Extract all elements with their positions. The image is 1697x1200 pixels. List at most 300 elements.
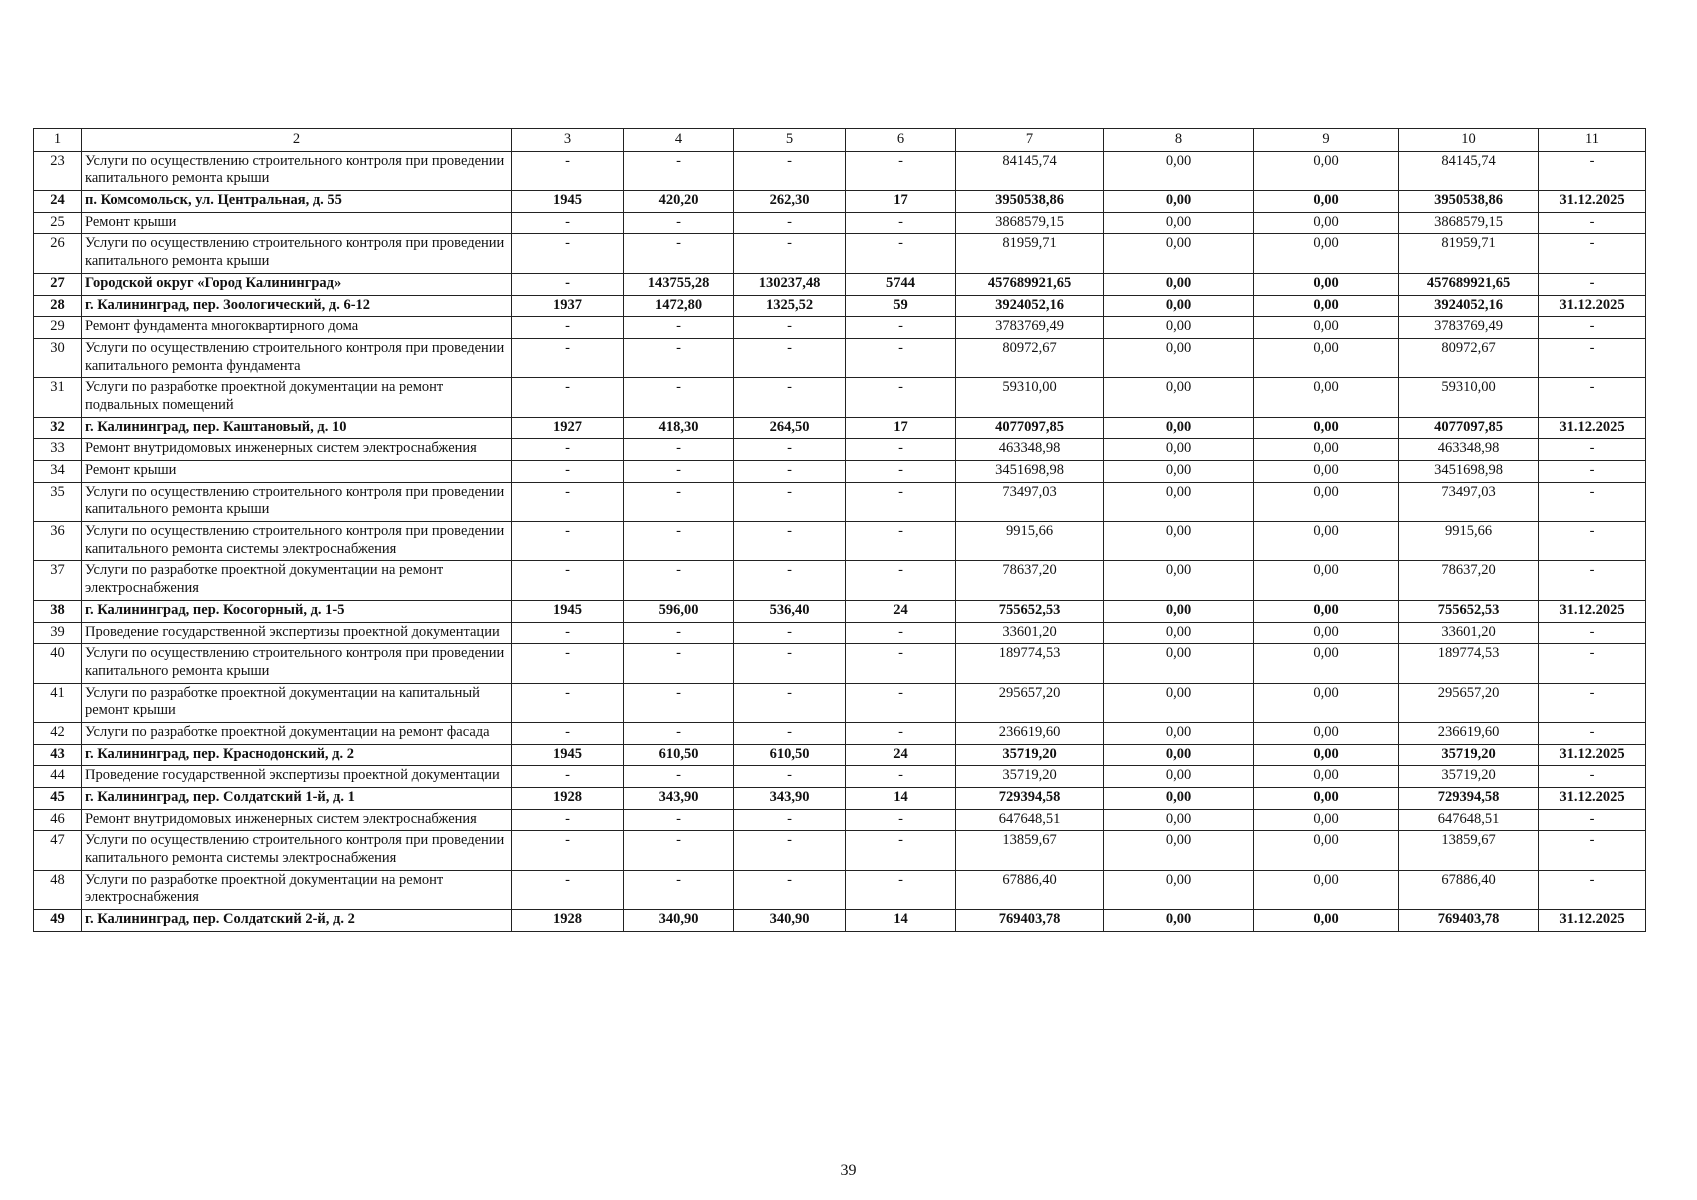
cell-living-area: - [734, 212, 846, 234]
cell-build-year: - [512, 622, 624, 644]
cell-work-name: Проведение государственной экспертизы проектной документации [82, 622, 512, 644]
cell-fund-local: 0,00 [1254, 870, 1399, 909]
table-row [34, 212, 1646, 234]
cell-fund-regional: 0,00 [1104, 417, 1254, 439]
cell-row-number: 23 [34, 151, 82, 190]
cell-fund-regional: 0,00 [1104, 522, 1254, 561]
cell-residents: 17 [846, 417, 956, 439]
cell-total-area: 343,90 [624, 788, 734, 810]
cell-work-name: Услуги по разработке проектной документации на ремонт фасада [82, 722, 512, 744]
cell-deadline: - [1539, 870, 1646, 909]
cell-residents: - [846, 522, 956, 561]
cell-fund-regional: 0,00 [1104, 234, 1254, 273]
cell-total-cost: 457689921,65 [956, 273, 1104, 295]
cell-fund-owners: 647648,51 [1399, 809, 1539, 831]
table-row [34, 522, 1646, 561]
cell-living-area: - [734, 378, 846, 417]
column-header-5: 5 [734, 129, 846, 152]
cell-residents: 14 [846, 910, 956, 932]
cell-build-year: - [512, 338, 624, 377]
cell-build-year: - [512, 722, 624, 744]
cell-fund-regional: 0,00 [1104, 683, 1254, 722]
cell-build-year: - [512, 766, 624, 788]
cell-deadline: - [1539, 234, 1646, 273]
cell-living-area: - [734, 439, 846, 461]
cell-deadline: - [1539, 151, 1646, 190]
cell-living-area: - [734, 870, 846, 909]
cell-residents: - [846, 317, 956, 339]
cell-row-number: 26 [34, 234, 82, 273]
cell-total-cost: 3950538,86 [956, 191, 1104, 213]
cell-total-cost: 80972,67 [956, 338, 1104, 377]
cell-fund-local: 0,00 [1254, 151, 1399, 190]
cell-fund-owners: 13859,67 [1399, 831, 1539, 870]
table-row [34, 482, 1646, 521]
cell-total-area: 1472,80 [624, 295, 734, 317]
cell-build-year: 1945 [512, 600, 624, 622]
cell-fund-local: 0,00 [1254, 522, 1399, 561]
cell-deadline: 31.12.2025 [1539, 295, 1646, 317]
cell-deadline: - [1539, 439, 1646, 461]
cell-total-area: - [624, 870, 734, 909]
cell-living-area: - [734, 722, 846, 744]
cell-work-name: Услуги по осуществлению строительного контроля при проведении капитального ремонта крыши [82, 234, 512, 273]
cell-residents: 24 [846, 600, 956, 622]
cell-build-year: - [512, 809, 624, 831]
cell-fund-regional: 0,00 [1104, 317, 1254, 339]
cell-fund-local: 0,00 [1254, 831, 1399, 870]
table-row [34, 644, 1646, 683]
cell-fund-owners: 463348,98 [1399, 439, 1539, 461]
table-row [34, 561, 1646, 600]
cell-fund-local: 0,00 [1254, 600, 1399, 622]
cell-fund-regional: 0,00 [1104, 212, 1254, 234]
cell-fund-local: 0,00 [1254, 809, 1399, 831]
cell-residents: - [846, 561, 956, 600]
cell-total-cost: 463348,98 [956, 439, 1104, 461]
table-row [34, 870, 1646, 909]
page-number: 39 [840, 1162, 857, 1179]
cell-total-cost: 3924052,16 [956, 295, 1104, 317]
table-row [34, 417, 1646, 439]
cell-living-area: - [734, 461, 846, 483]
cell-build-year: - [512, 482, 624, 521]
cell-fund-owners: 769403,78 [1399, 910, 1539, 932]
cell-work-name: Услуги по осуществлению строительного контроля при проведении капитального ремонта системы электроснабжения [82, 522, 512, 561]
cell-total-cost: 35719,20 [956, 744, 1104, 766]
cell-fund-local: 0,00 [1254, 338, 1399, 377]
cell-work-name: г. Калининград, пер. Косогорный, д. 1-5 [82, 600, 512, 622]
cell-row-number: 27 [34, 273, 82, 295]
cell-build-year: - [512, 234, 624, 273]
cell-build-year: 1945 [512, 744, 624, 766]
cell-row-number: 42 [34, 722, 82, 744]
cell-fund-owners: 3950538,86 [1399, 191, 1539, 213]
cell-fund-local: 0,00 [1254, 317, 1399, 339]
cell-row-number: 35 [34, 482, 82, 521]
cell-residents: - [846, 482, 956, 521]
cell-fund-regional: 0,00 [1104, 151, 1254, 190]
cell-fund-regional: 0,00 [1104, 722, 1254, 744]
cell-deadline: - [1539, 683, 1646, 722]
table-row [34, 683, 1646, 722]
cell-fund-local: 0,00 [1254, 273, 1399, 295]
cell-build-year: 1927 [512, 417, 624, 439]
cell-total-cost: 189774,53 [956, 644, 1104, 683]
cell-deadline: - [1539, 461, 1646, 483]
cell-fund-regional: 0,00 [1104, 273, 1254, 295]
cell-fund-regional: 0,00 [1104, 439, 1254, 461]
cell-work-name: Ремонт крыши [82, 461, 512, 483]
cell-row-number: 47 [34, 831, 82, 870]
cell-total-area: - [624, 151, 734, 190]
cell-deadline: 31.12.2025 [1539, 417, 1646, 439]
column-header-6: 6 [846, 129, 956, 152]
cell-deadline: - [1539, 273, 1646, 295]
cell-deadline: - [1539, 482, 1646, 521]
cell-work-name: Услуги по осуществлению строительного контроля при проведении капитального ремонта крыши [82, 482, 512, 521]
cell-fund-owners: 295657,20 [1399, 683, 1539, 722]
cell-total-cost: 769403,78 [956, 910, 1104, 932]
cell-total-cost: 81959,71 [956, 234, 1104, 273]
cell-fund-owners: 3783769,49 [1399, 317, 1539, 339]
cell-total-cost: 236619,60 [956, 722, 1104, 744]
cell-living-area: - [734, 809, 846, 831]
table-row [34, 766, 1646, 788]
cell-row-number: 32 [34, 417, 82, 439]
cell-total-cost: 84145,74 [956, 151, 1104, 190]
table-row [34, 295, 1646, 317]
cell-build-year: - [512, 317, 624, 339]
cell-total-cost: 73497,03 [956, 482, 1104, 521]
cell-row-number: 24 [34, 191, 82, 213]
cell-row-number: 49 [34, 910, 82, 932]
cell-deadline: - [1539, 338, 1646, 377]
cell-residents: 14 [846, 788, 956, 810]
cell-fund-owners: 35719,20 [1399, 766, 1539, 788]
cell-fund-owners: 67886,40 [1399, 870, 1539, 909]
cell-living-area: - [734, 766, 846, 788]
cell-total-area: 143755,28 [624, 273, 734, 295]
cell-living-area: - [734, 622, 846, 644]
cell-residents: - [846, 644, 956, 683]
cell-fund-local: 0,00 [1254, 744, 1399, 766]
cell-residents: - [846, 809, 956, 831]
cell-fund-local: 0,00 [1254, 622, 1399, 644]
cell-row-number: 33 [34, 439, 82, 461]
cell-fund-owners: 4077097,85 [1399, 417, 1539, 439]
cell-residents: - [846, 378, 956, 417]
cell-fund-owners: 59310,00 [1399, 378, 1539, 417]
cell-row-number: 43 [34, 744, 82, 766]
cell-total-area: - [624, 461, 734, 483]
cell-fund-regional: 0,00 [1104, 378, 1254, 417]
cell-build-year: 1945 [512, 191, 624, 213]
cell-total-cost: 4077097,85 [956, 417, 1104, 439]
cell-total-cost: 295657,20 [956, 683, 1104, 722]
cell-total-cost: 9915,66 [956, 522, 1104, 561]
cell-fund-regional: 0,00 [1104, 191, 1254, 213]
cell-total-cost: 647648,51 [956, 809, 1104, 831]
table-body [34, 151, 1646, 931]
cell-deadline: - [1539, 522, 1646, 561]
cell-row-number: 45 [34, 788, 82, 810]
cell-build-year: - [512, 439, 624, 461]
cell-fund-regional: 0,00 [1104, 809, 1254, 831]
cell-total-area: - [624, 622, 734, 644]
cell-fund-regional: 0,00 [1104, 788, 1254, 810]
cell-fund-local: 0,00 [1254, 683, 1399, 722]
table-row [34, 378, 1646, 417]
cell-fund-local: 0,00 [1254, 910, 1399, 932]
cell-residents: - [846, 234, 956, 273]
cell-residents: - [846, 831, 956, 870]
cell-row-number: 36 [34, 522, 82, 561]
cell-total-area: 596,00 [624, 600, 734, 622]
cell-work-name: Услуги по осуществлению строительного контроля при проведении капитального ремонта системы электроснабжения [82, 831, 512, 870]
column-header-4: 4 [624, 129, 734, 152]
cell-fund-local: 0,00 [1254, 191, 1399, 213]
cell-fund-owners: 729394,58 [1399, 788, 1539, 810]
cell-living-area: - [734, 234, 846, 273]
cell-residents: - [846, 338, 956, 377]
cell-total-area: - [624, 831, 734, 870]
cell-build-year: - [512, 831, 624, 870]
cell-fund-owners: 9915,66 [1399, 522, 1539, 561]
table-row [34, 809, 1646, 831]
cell-fund-regional: 0,00 [1104, 338, 1254, 377]
cell-total-cost: 755652,53 [956, 600, 1104, 622]
cell-work-name: Услуги по разработке проектной документации на ремонт электроснабжения [82, 561, 512, 600]
cell-total-area: - [624, 683, 734, 722]
cell-build-year: - [512, 644, 624, 683]
cell-deadline: - [1539, 378, 1646, 417]
cell-fund-local: 0,00 [1254, 212, 1399, 234]
cell-living-area: - [734, 338, 846, 377]
cell-fund-regional: 0,00 [1104, 766, 1254, 788]
cell-total-cost: 13859,67 [956, 831, 1104, 870]
cell-fund-owners: 457689921,65 [1399, 273, 1539, 295]
cell-row-number: 30 [34, 338, 82, 377]
cell-fund-owners: 80972,67 [1399, 338, 1539, 377]
cell-build-year: - [512, 378, 624, 417]
cell-fund-owners: 73497,03 [1399, 482, 1539, 521]
cell-work-name: Городской округ «Город Калининград» [82, 273, 512, 295]
cell-row-number: 34 [34, 461, 82, 483]
cell-fund-owners: 755652,53 [1399, 600, 1539, 622]
cell-total-cost: 729394,58 [956, 788, 1104, 810]
cell-fund-owners: 236619,60 [1399, 722, 1539, 744]
table-row [34, 191, 1646, 213]
cell-fund-local: 0,00 [1254, 644, 1399, 683]
cell-row-number: 40 [34, 644, 82, 683]
column-header-2: 2 [82, 129, 512, 152]
cell-row-number: 25 [34, 212, 82, 234]
cell-deadline: - [1539, 831, 1646, 870]
cell-total-cost: 35719,20 [956, 766, 1104, 788]
table-row [34, 273, 1646, 295]
cell-build-year: - [512, 151, 624, 190]
cell-fund-local: 0,00 [1254, 234, 1399, 273]
cell-deadline: - [1539, 561, 1646, 600]
cell-fund-owners: 78637,20 [1399, 561, 1539, 600]
cell-fund-owners: 84145,74 [1399, 151, 1539, 190]
cell-deadline: - [1539, 212, 1646, 234]
cell-work-name: г. Калининград, пер. Солдатский 2-й, д. 2 [82, 910, 512, 932]
cell-build-year: - [512, 522, 624, 561]
cell-work-name: г. Калининград, пер. Зоологический, д. 6-12 [82, 295, 512, 317]
cell-living-area: 264,50 [734, 417, 846, 439]
cell-residents: 17 [846, 191, 956, 213]
cell-living-area: 536,40 [734, 600, 846, 622]
cell-living-area: - [734, 482, 846, 521]
cell-fund-local: 0,00 [1254, 439, 1399, 461]
cell-work-name: Услуги по осуществлению строительного контроля при проведении капитального ремонта крыши [82, 151, 512, 190]
cell-total-area: - [624, 338, 734, 377]
cell-fund-local: 0,00 [1254, 378, 1399, 417]
cell-row-number: 44 [34, 766, 82, 788]
cell-living-area: - [734, 317, 846, 339]
cell-row-number: 29 [34, 317, 82, 339]
cell-residents: - [846, 212, 956, 234]
cell-fund-owners: 81959,71 [1399, 234, 1539, 273]
cell-total-area: - [624, 378, 734, 417]
cell-total-area: 610,50 [624, 744, 734, 766]
cell-work-name: Услуги по разработке проектной документации на ремонт электроснабжения [82, 870, 512, 909]
cell-deadline: - [1539, 766, 1646, 788]
cell-total-area: - [624, 766, 734, 788]
cell-fund-local: 0,00 [1254, 295, 1399, 317]
cell-total-area: 418,30 [624, 417, 734, 439]
cell-total-cost: 33601,20 [956, 622, 1104, 644]
cell-total-area: 340,90 [624, 910, 734, 932]
cell-deadline: - [1539, 722, 1646, 744]
cell-work-name: г. Калининград, пер. Краснодонский, д. 2 [82, 744, 512, 766]
cell-build-year: 1937 [512, 295, 624, 317]
cell-total-area: - [624, 522, 734, 561]
cell-living-area: 130237,48 [734, 273, 846, 295]
cell-total-cost: 59310,00 [956, 378, 1104, 417]
cell-residents: - [846, 870, 956, 909]
cell-total-area: - [624, 809, 734, 831]
table-row [34, 461, 1646, 483]
cell-fund-owners: 35719,20 [1399, 744, 1539, 766]
cell-living-area: - [734, 561, 846, 600]
cell-build-year: 1928 [512, 788, 624, 810]
cell-living-area: 340,90 [734, 910, 846, 932]
table-row [34, 317, 1646, 339]
cell-fund-owners: 3924052,16 [1399, 295, 1539, 317]
cell-fund-regional: 0,00 [1104, 295, 1254, 317]
cell-fund-regional: 0,00 [1104, 870, 1254, 909]
cell-deadline: - [1539, 317, 1646, 339]
cell-fund-owners: 3451698,98 [1399, 461, 1539, 483]
cell-work-name: Услуги по разработке проектной документации на капитальный ремонт крыши [82, 683, 512, 722]
cell-fund-regional: 0,00 [1104, 622, 1254, 644]
table-row [34, 788, 1646, 810]
cell-work-name: Проведение государственной экспертизы проектной документации [82, 766, 512, 788]
cell-residents: 59 [846, 295, 956, 317]
table-row [34, 622, 1646, 644]
cell-fund-owners: 33601,20 [1399, 622, 1539, 644]
cell-work-name: Ремонт внутридомовых инженерных систем электроснабжения [82, 809, 512, 831]
cell-fund-regional: 0,00 [1104, 461, 1254, 483]
cell-total-area: - [624, 644, 734, 683]
cell-residents: - [846, 622, 956, 644]
cell-row-number: 39 [34, 622, 82, 644]
column-header-8: 8 [1104, 129, 1254, 152]
cell-row-number: 38 [34, 600, 82, 622]
cell-fund-local: 0,00 [1254, 417, 1399, 439]
cell-work-name: Ремонт внутридомовых инженерных систем электроснабжения [82, 439, 512, 461]
cell-total-area: - [624, 317, 734, 339]
cell-deadline: - [1539, 644, 1646, 683]
cell-residents: 5744 [846, 273, 956, 295]
column-header-7: 7 [956, 129, 1104, 152]
cell-fund-local: 0,00 [1254, 788, 1399, 810]
cell-living-area: 262,30 [734, 191, 846, 213]
cell-total-cost: 3783769,49 [956, 317, 1104, 339]
cell-build-year: - [512, 561, 624, 600]
cell-total-cost: 3451698,98 [956, 461, 1104, 483]
column-header-9: 9 [1254, 129, 1399, 152]
column-header-11: 11 [1539, 129, 1646, 152]
cell-work-name: Услуги по осуществлению строительного контроля при проведении капитального ремонта крыши [82, 644, 512, 683]
cell-fund-regional: 0,00 [1104, 910, 1254, 932]
cell-build-year: - [512, 461, 624, 483]
table-row [34, 234, 1646, 273]
cell-residents: 24 [846, 744, 956, 766]
table-row [34, 439, 1646, 461]
cell-fund-owners: 3868579,15 [1399, 212, 1539, 234]
column-header-10: 10 [1399, 129, 1539, 152]
cell-total-area: - [624, 234, 734, 273]
cell-build-year: 1928 [512, 910, 624, 932]
table-row [34, 338, 1646, 377]
cell-total-area: - [624, 722, 734, 744]
cell-deadline: 31.12.2025 [1539, 744, 1646, 766]
cell-deadline: - [1539, 622, 1646, 644]
cell-deadline: - [1539, 809, 1646, 831]
cell-total-cost: 3868579,15 [956, 212, 1104, 234]
cell-residents: - [846, 683, 956, 722]
cell-total-area: - [624, 561, 734, 600]
cell-build-year: - [512, 273, 624, 295]
cell-living-area: 343,90 [734, 788, 846, 810]
cell-fund-regional: 0,00 [1104, 644, 1254, 683]
cell-total-area: - [624, 212, 734, 234]
cell-row-number: 37 [34, 561, 82, 600]
cell-fund-local: 0,00 [1254, 722, 1399, 744]
cell-deadline: 31.12.2025 [1539, 191, 1646, 213]
cell-row-number: 28 [34, 295, 82, 317]
cell-fund-regional: 0,00 [1104, 482, 1254, 521]
cell-fund-regional: 0,00 [1104, 831, 1254, 870]
cell-work-name: Услуги по осуществлению строительного контроля при проведении капитального ремонта фундамента [82, 338, 512, 377]
cell-fund-local: 0,00 [1254, 461, 1399, 483]
cell-row-number: 31 [34, 378, 82, 417]
cell-deadline: 31.12.2025 [1539, 910, 1646, 932]
cell-deadline: 31.12.2025 [1539, 788, 1646, 810]
cell-fund-local: 0,00 [1254, 766, 1399, 788]
cell-residents: - [846, 151, 956, 190]
cell-work-name: Ремонт фундамента многоквартирного дома [82, 317, 512, 339]
cell-build-year: - [512, 683, 624, 722]
cell-total-cost: 67886,40 [956, 870, 1104, 909]
cell-fund-regional: 0,00 [1104, 561, 1254, 600]
cell-living-area: 610,50 [734, 744, 846, 766]
cell-build-year: - [512, 212, 624, 234]
